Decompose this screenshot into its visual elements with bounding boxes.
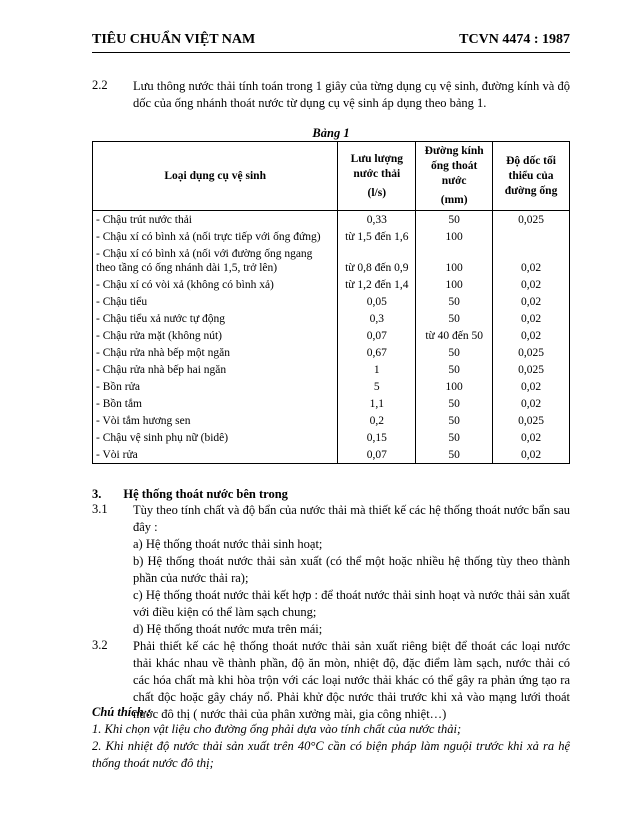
table-row — [93, 245, 570, 276]
table-row — [93, 293, 570, 310]
diameter-cell: 50 — [416, 310, 493, 327]
table-row — [93, 361, 570, 378]
fixture-cell: - Chậu xí có bình xả (nối với đường ống ngang theo tầng có ống nhánh dài 1,5, trở lên) — [93, 245, 338, 276]
fixture-cell: - Chậu rửa nhà bếp hai ngăn — [93, 361, 338, 378]
note-1: 1. Khi chọn vật liệu cho đường ống phải dựa vào tính chất của nước thải; — [92, 722, 462, 736]
slope-cell: 0,025 — [493, 211, 570, 229]
table-row — [93, 310, 570, 327]
fixture-cell: - Chậu tiểu — [93, 293, 338, 310]
diameter-cell: 50 — [416, 412, 493, 429]
diameter-cell: từ 40 đến 50 — [416, 327, 493, 344]
table-row — [93, 378, 570, 395]
diameter-cell: 100 — [416, 228, 493, 245]
slope-cell: 0,02 — [493, 293, 570, 310]
section-3-1-number: 3.1 — [92, 502, 108, 516]
page-header — [92, 30, 570, 53]
notes-title: Chú thích : — [92, 705, 152, 719]
table-row — [93, 412, 570, 429]
section-3-1-item-a: a) Hệ thống thoát nước thải sinh hoạt; — [133, 537, 323, 551]
slope-cell: 0,02 — [493, 395, 570, 412]
section-3-1-intro: Tùy theo tính chất và độ bẩn của nước thải mà thiết kế các hệ thống thoát nước bẩn sau đây : — [133, 503, 570, 534]
diameter-cell: 50 — [416, 344, 493, 361]
diameter-cell: 100 — [416, 276, 493, 293]
slope-cell: 0,02 — [493, 327, 570, 344]
slope-cell: 0,02 — [493, 429, 570, 446]
slope-cell: 0,025 — [493, 361, 570, 378]
diameter-cell: 50 — [416, 429, 493, 446]
fixture-cell: - Vòi rửa — [93, 446, 338, 464]
fixture-cell: - Chậu rửa mặt (không nút) — [93, 327, 338, 344]
header-flow: Lưu lượng nước thải (l/s) — [338, 142, 416, 211]
slope-cell — [493, 228, 570, 245]
section-3-2-number: 3.2 — [92, 638, 108, 652]
header-standard-code: TCVN 4474 : 1987 — [459, 32, 570, 47]
diameter-cell: 100 — [416, 245, 493, 276]
table-row — [93, 276, 570, 293]
fixture-cell: - Chậu tiểu xả nước tự động — [93, 310, 338, 327]
table-row — [93, 228, 570, 245]
flow-cell: 0,33 — [338, 211, 416, 229]
slope-cell: 0,025 — [493, 344, 570, 361]
fixture-cell: - Chậu trút nước thải — [93, 211, 338, 229]
table-row — [93, 344, 570, 361]
flow-cell: 0,05 — [338, 293, 416, 310]
section-3-1-item-c: c) Hệ thống thoát nước thải kết hợp : để thoát nước thải sinh hoạt và nước thải sản xuất với điều kiện có thể làm sạch chung; — [133, 588, 570, 619]
fixture-cell: - Bồn rửa — [93, 378, 338, 395]
flow-cell: từ 0,8 đến 0,9 — [338, 245, 416, 276]
section-3-2-text: Phải thiết kế các hệ thống thoát nước thải sản xuất riêng biệt để thoát các loại nước thải khác nhau về thành phần, độ ăn mòn, nhiệt độ, đặc điểm làm sạch, nước thải có các hóa chất mà khi hòa trộn với các loại nước thải khác có thể gây ra phản ứng tạo ra chất độc hoặc gây cháy nổ. Phải khử độc nước thải trước khi xả vào mạng lưới thoát nước đô thị ( nước thải của phân xưởng mài, gia công nhiệt…) — [133, 639, 570, 721]
slope-cell: 0,025 — [493, 412, 570, 429]
section-2-2-text: Lưu thông nước thải tính toán trong 1 giây của từng dụng cụ vệ sinh, đường kính và độ dốc của ống nhánh thoát nước từ dụng cụ vệ sinh áp dụng theo bảng 1. — [133, 79, 570, 110]
diameter-cell: 50 — [416, 293, 493, 310]
table-header-row — [93, 142, 570, 211]
fixture-cell: - Vòi tắm hương sen — [93, 412, 338, 429]
flow-cell: 5 — [338, 378, 416, 395]
table-caption: Bảng 1 — [312, 126, 350, 140]
flow-cell: 0,15 — [338, 429, 416, 446]
slope-cell: 0,02 — [493, 310, 570, 327]
fixture-cell: - Bồn tắm — [93, 395, 338, 412]
diameter-cell: 50 — [416, 361, 493, 378]
note-2: 2. Khi nhiệt độ nước thải sản xuất trên 40°C cần có biện pháp làm nguội trước khi xả ra hệ thống thoát nước đô thị; — [92, 739, 570, 770]
flow-cell: 1 — [338, 361, 416, 378]
flow-cell: từ 1,5 đến 1,6 — [338, 228, 416, 245]
slope-cell: 0,02 — [493, 446, 570, 464]
slope-cell: 0,02 — [493, 378, 570, 395]
table-1 — [92, 141, 570, 464]
header-diameter: Đường kính ống thoát nước (mm) — [416, 142, 493, 211]
section-3-heading: 3. Hệ thống thoát nước bên trong — [92, 487, 288, 501]
flow-cell: 1,1 — [338, 395, 416, 412]
flow-cell: 0,3 — [338, 310, 416, 327]
flow-cell: 0,2 — [338, 412, 416, 429]
header-standard-name: TIÊU CHUẨN VIỆT NAM — [92, 32, 256, 47]
diameter-cell: 50 — [416, 211, 493, 229]
slope-cell: 0,02 — [493, 276, 570, 293]
fixture-cell: - Chậu xí có bình xả (nối trực tiếp với ống đứng) — [93, 228, 338, 245]
section-3-1-item-b: b) Hệ thống thoát nước thải sản xuất (có thể một hoặc nhiều hệ thống tùy theo thành phần của nước thải ra); — [133, 554, 570, 585]
fixture-cell: - Chậu vệ sinh phụ nữ (bidê) — [93, 429, 338, 446]
flow-cell: từ 1,2 đến 1,4 — [338, 276, 416, 293]
table-row — [93, 429, 570, 446]
header-slope: Độ dốc tối thiểu của đường ống — [493, 142, 570, 211]
section-2-2-number: 2.2 — [92, 78, 108, 92]
fixture-cell: - Chậu xí có vòi xả (không có bình xả) — [93, 276, 338, 293]
table-row — [93, 327, 570, 344]
section-3-1-item-d: d) Hệ thống thoát nước mưa trên mái; — [133, 622, 323, 636]
slope-cell: 0,02 — [493, 245, 570, 276]
flow-cell: 0,67 — [338, 344, 416, 361]
table-row — [93, 211, 570, 229]
table-row — [93, 395, 570, 412]
table-row — [93, 446, 570, 464]
flow-cell: 0,07 — [338, 446, 416, 464]
diameter-cell: 100 — [416, 378, 493, 395]
flow-cell: 0,07 — [338, 327, 416, 344]
header-fixture-type: Loại dụng cụ vệ sinh — [93, 142, 338, 211]
diameter-cell: 50 — [416, 446, 493, 464]
diameter-cell: 50 — [416, 395, 493, 412]
fixture-cell: - Chậu rửa nhà bếp một ngăn — [93, 344, 338, 361]
